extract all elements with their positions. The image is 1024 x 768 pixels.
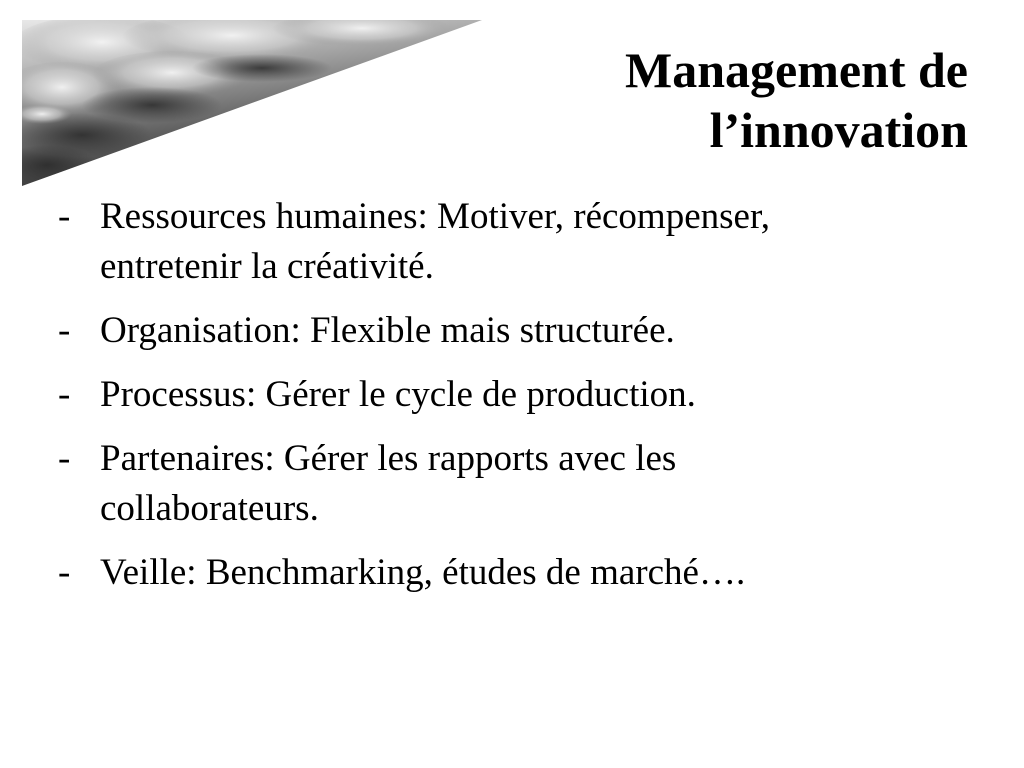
bullet-text-line-1: Veille: Benchmarking, études de marché…. xyxy=(100,552,746,593)
bullet-text-line-2: collaborateurs. xyxy=(100,488,319,529)
bullet-marker: - xyxy=(58,310,71,351)
bullet-marker: - xyxy=(58,374,71,415)
bullet-text-line-2: entretenir la créativité. xyxy=(100,246,434,287)
bullet-list xyxy=(58,192,958,612)
bullet-marker: - xyxy=(58,552,71,593)
slide-title-line-2: l’innovation xyxy=(709,102,968,158)
bullet-text-line-1: Ressources humaines: Motiver, récompenser, xyxy=(100,196,771,237)
bullet-text-line-1: Organisation: Flexible mais structurée. xyxy=(100,310,675,351)
list-item xyxy=(58,192,958,292)
bullet-text-line-1: Partenaires: Gérer les rapports avec les xyxy=(100,438,677,479)
bullet-text-line-1: Processus: Gérer le cycle de production. xyxy=(100,374,696,415)
bullet-marker: - xyxy=(58,438,71,479)
slide-title xyxy=(625,40,968,160)
bullet-marker: - xyxy=(58,196,71,237)
slide-title-line-1: Management de xyxy=(625,42,968,98)
list-item xyxy=(58,434,958,534)
list-item xyxy=(58,306,958,356)
storm-clouds-image xyxy=(22,20,482,186)
list-item xyxy=(58,548,958,598)
list-item xyxy=(58,370,958,420)
